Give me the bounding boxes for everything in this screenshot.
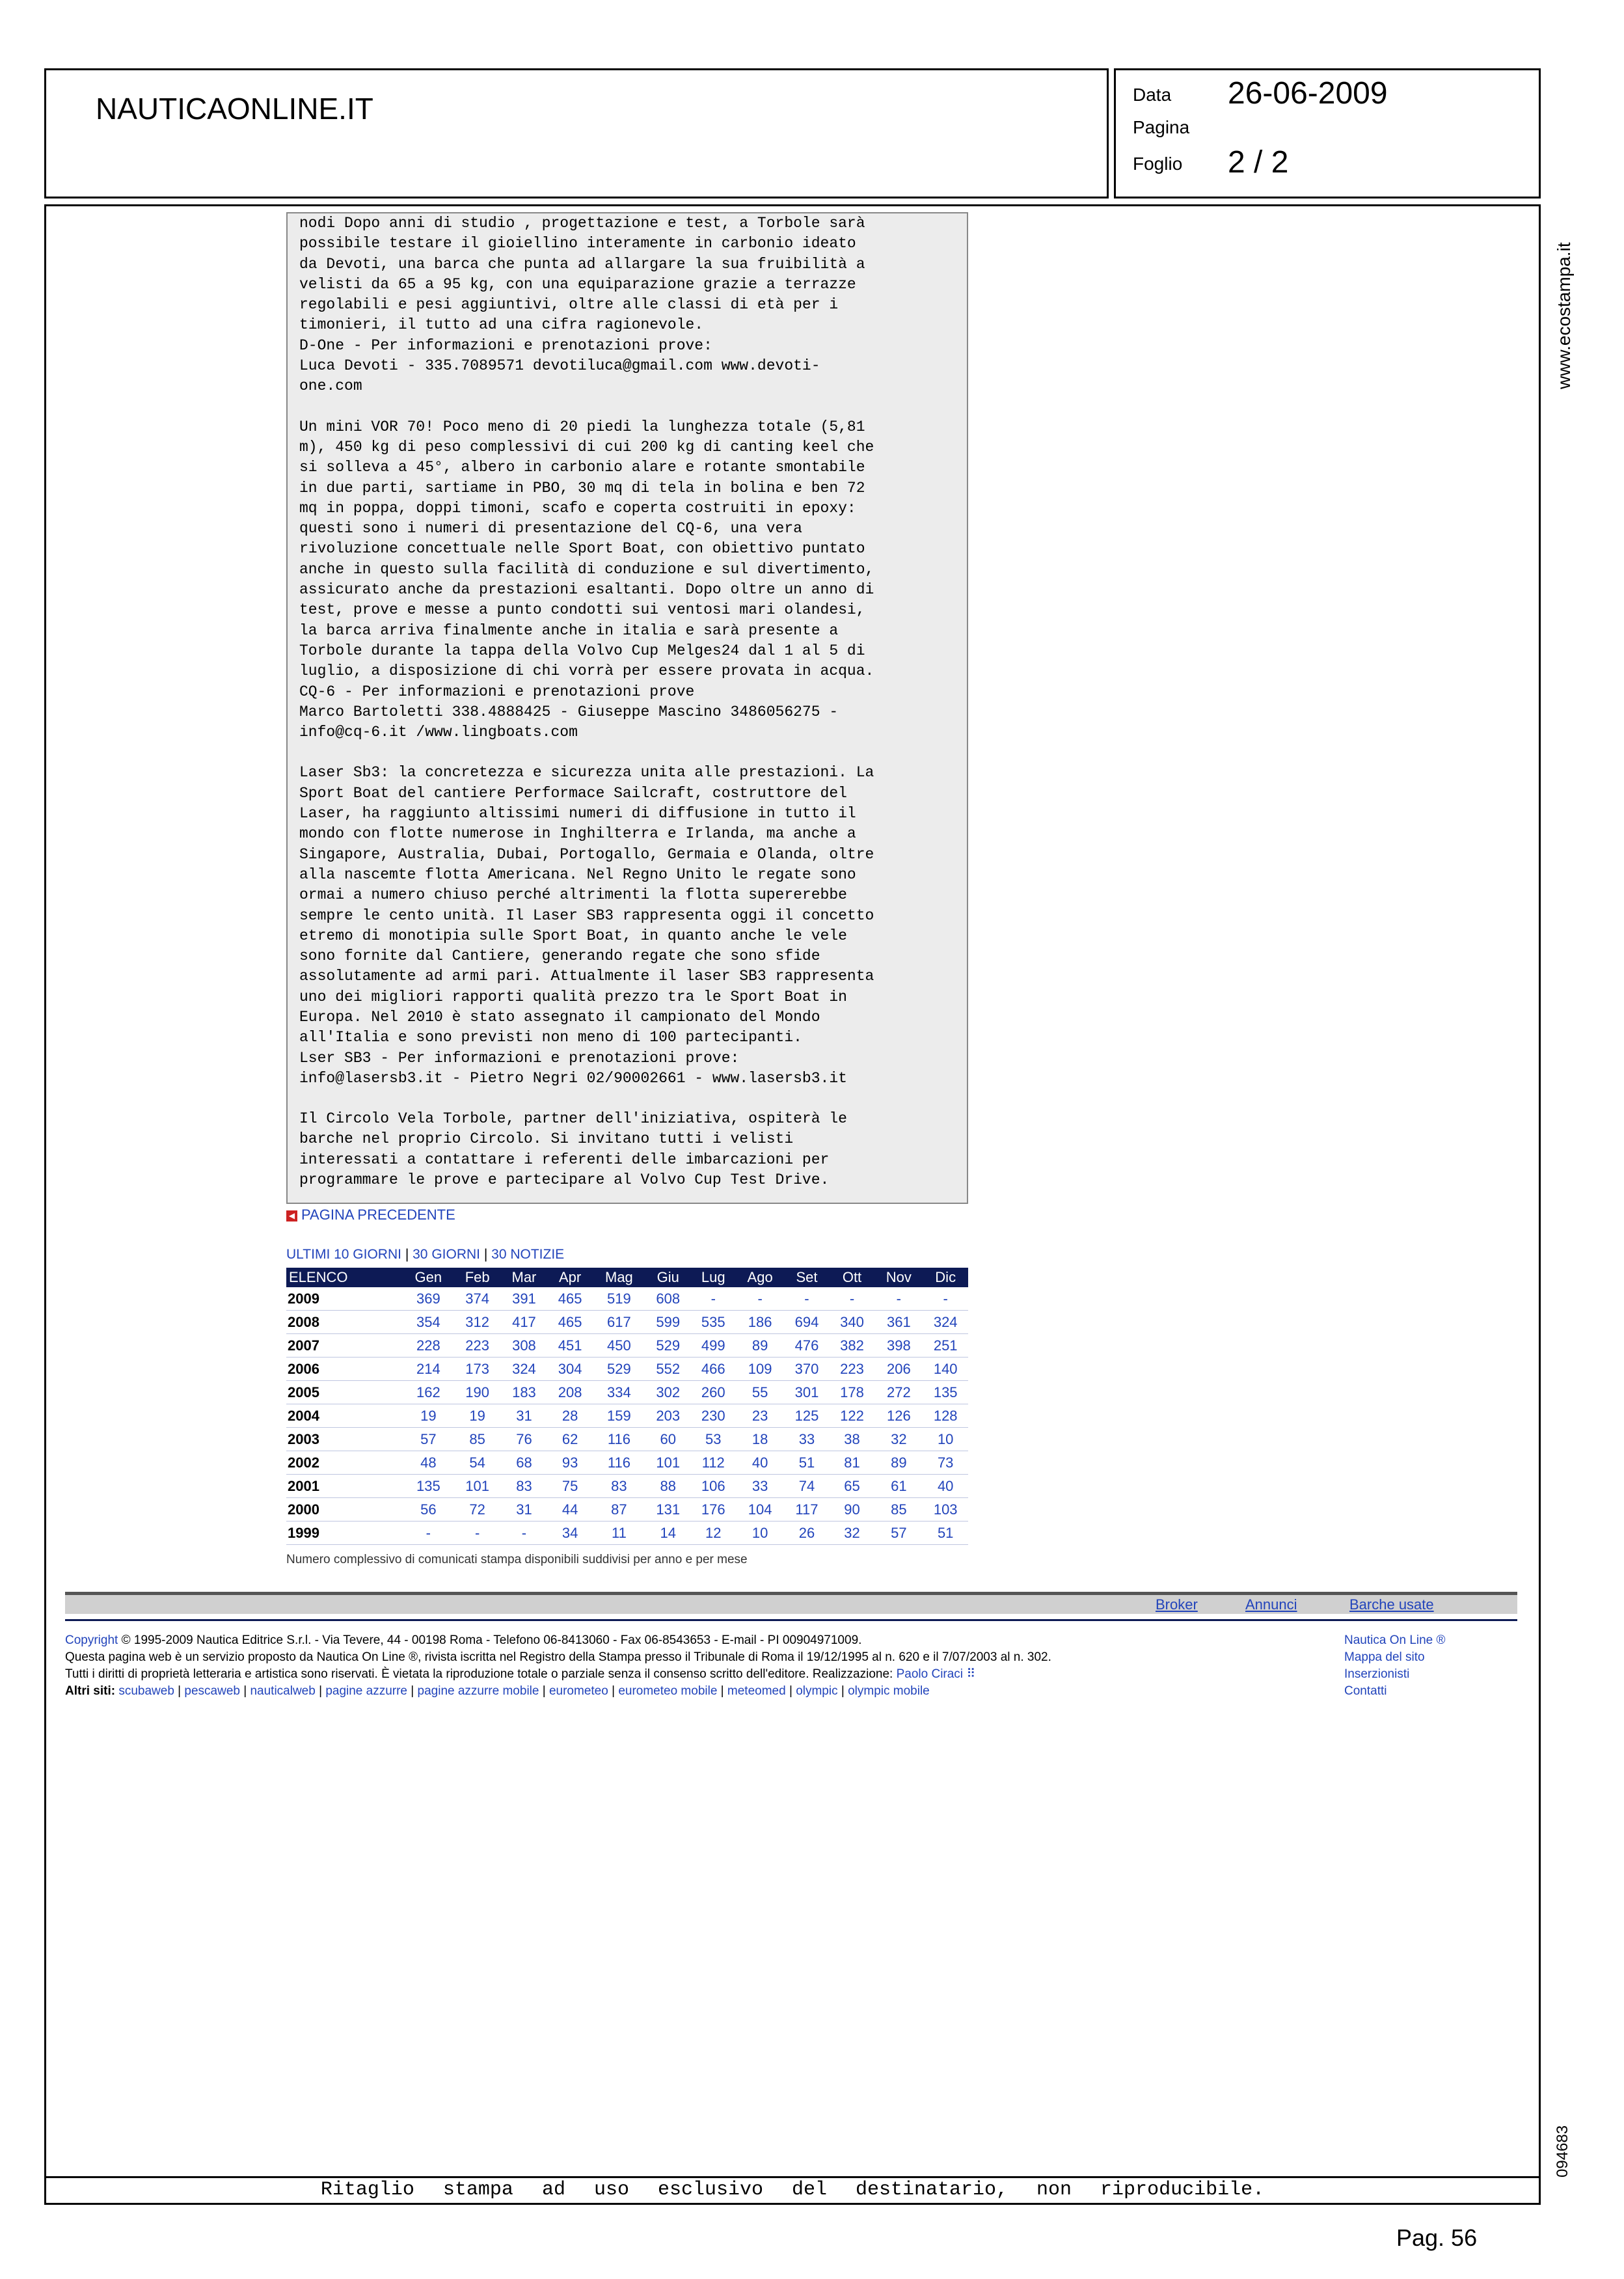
stats-cell[interactable]: 301 [784, 1381, 830, 1404]
other-site-link[interactable]: eurometeo [548, 1684, 608, 1698]
stats-cell[interactable]: 308 [501, 1334, 548, 1358]
stats-cell[interactable]: 128 [923, 1404, 968, 1428]
stats-cell[interactable]: 374 [454, 1287, 501, 1311]
stats-cell[interactable]: 34 [547, 1522, 593, 1545]
stats-cell[interactable]: 417 [501, 1311, 548, 1334]
article-paragraph: Il Circolo Vela Torbole, partner dell'iniziativa, ospiterà le barche nel proprio Circolo. Si invitano tutti i velisti interessati a contattare i referenti delle imbarcazioni per programmare le prove e partecipare al Volvo Cup Test Drive. [299, 1110, 847, 1189]
stats-cell[interactable]: 57 [874, 1522, 923, 1545]
stats-cell[interactable]: 51 [923, 1522, 968, 1545]
link-inserzionisti[interactable]: Inserzionisti [1344, 1667, 1410, 1681]
stats-cell[interactable]: 31 [501, 1498, 548, 1522]
table-row [286, 1522, 968, 1545]
registration-line: Questa pagina web è un servizio proposto da Nautica On Line ®, rivista iscritta nel Registro della Stampa presso il Tribunale di Roma il 19/12/1995 al n. 620 e il 7/07/2003 al n. 302. [65, 1650, 1051, 1664]
stats-cell[interactable]: 83 [593, 1475, 645, 1498]
stats-cell[interactable]: 33 [784, 1428, 830, 1451]
stats-cell[interactable]: 312 [454, 1311, 501, 1334]
stats-cell[interactable]: 208 [547, 1381, 593, 1404]
link-nautica-online[interactable]: Nautica On Line ® [1344, 1633, 1446, 1647]
side-site-label [1552, 221, 1578, 390]
meta-box [1114, 68, 1541, 198]
stats-cell[interactable]: 61 [874, 1475, 923, 1498]
right-links [1344, 1632, 1446, 1700]
other-site-link[interactable]: pescaweb [184, 1684, 240, 1698]
stats-cell[interactable]: 38 [830, 1428, 875, 1451]
stats-cell[interactable]: 83 [501, 1475, 548, 1498]
stats-cell[interactable]: 206 [874, 1358, 923, 1381]
stats-cell[interactable]: 32 [830, 1522, 875, 1545]
stats-cell[interactable]: 361 [874, 1311, 923, 1334]
link-annunci[interactable]: Annunci [1245, 1596, 1297, 1613]
stats-cell[interactable]: 23 [736, 1404, 784, 1428]
stats-year: 2003 [286, 1428, 403, 1451]
stats-header-month: Mag [593, 1268, 645, 1287]
table-row [286, 1287, 968, 1311]
stats-cell[interactable]: 11 [593, 1522, 645, 1545]
footer-note: Ritaglio stampa ad uso esclusivo del destinatario, non riproducibile. [320, 2179, 1265, 2201]
stats-cell[interactable]: 65 [830, 1475, 875, 1498]
stats-cell: - [454, 1522, 501, 1545]
separator: | [785, 1684, 796, 1698]
other-site-link[interactable]: nauticalweb [250, 1684, 316, 1698]
stats-cell[interactable]: 89 [874, 1451, 923, 1475]
stats-cell[interactable]: 370 [784, 1358, 830, 1381]
article-paragraph: Laser Sb3: la concretezza e sicurezza unita alle prestazioni. La Sport Boat del cantiere Performace Sailcraft, costruttore del Laser, ha raggiunto altissimi numeri di diffusione in tutto il mondo con flotte numerose in Inghilterra e Irlanda, ma anche a Singapore, Australia, Dubai, Portogallo, Germaia e Olanda, oltre alla nascemte flotta Americana. Nel Regno Unito le regate sono ormai a numero chiuso perché altrimenti la flotta supererebbe sempre le cento unità. Il Laser SB3 rappresenta oggi il concetto etremo di monotipia sulle Sport Boat, in quanto anche le vele sono fornite dal Cantiere, generando regate che sono sfide assolutamente ad armi pari. Attualmente il laser SB3 rappresenta uno dei migliori rapporti qualità prezzo tra le Sport Boat in Europa. Nel 2010 è stato assegnato il campionato del Mondo all'Italia e sono previsti non meno di 100 partecipanti. Lser SB3 - Per informazioni e prenotazioni prove: info@lasersb3.it - Pietro Negri 02/90002661 - www.lasersb3.it [299, 764, 874, 1087]
stats-cell[interactable]: 56 [403, 1498, 454, 1522]
separator: | [315, 1684, 326, 1698]
other-site-link[interactable]: pagine azzurre mobile [417, 1684, 539, 1698]
foglio-label: Foglio [1133, 154, 1183, 174]
stats-header-month: Feb [454, 1268, 501, 1287]
stats-header-month: Mar [501, 1268, 548, 1287]
stats-cell[interactable]: 28 [547, 1404, 593, 1428]
separator: | [405, 1247, 413, 1262]
table-row [286, 1428, 968, 1451]
stats-cell[interactable]: 19 [454, 1404, 501, 1428]
stats-cell[interactable]: 354 [403, 1311, 454, 1334]
stats-cell[interactable]: 88 [645, 1475, 691, 1498]
stats-cell[interactable]: 104 [736, 1498, 784, 1522]
stats-cell[interactable]: 12 [690, 1522, 736, 1545]
stats-cell[interactable]: 101 [645, 1451, 691, 1475]
copyright-text: © 1995-2009 Nautica Editrice S.r.l. - Via Tevere, 44 - 00198 Roma - Telefono 06-8413060 - Fax 06-8543653 - E-mail - PI 00904971009. [118, 1633, 862, 1647]
stats-cell[interactable]: 230 [690, 1404, 736, 1428]
stats-cell[interactable]: 10 [923, 1428, 968, 1451]
stats-header-month: Ott [830, 1268, 875, 1287]
link-30-days[interactable]: 30 GIORNI [413, 1247, 480, 1262]
footer-rule [65, 1619, 1517, 1621]
stats-cell[interactable]: 116 [593, 1428, 645, 1451]
stats-cell[interactable]: 203 [645, 1404, 691, 1428]
stats-cell[interactable]: 228 [403, 1334, 454, 1358]
stats-year: 2005 [286, 1381, 403, 1404]
stats-cell[interactable]: 74 [784, 1475, 830, 1498]
prev-page-label: PAGINA PRECEDENTE [301, 1207, 455, 1223]
link-broker[interactable]: Broker [1156, 1596, 1198, 1613]
separator: | [239, 1684, 250, 1698]
separator: | [174, 1684, 185, 1698]
stats-header-elenco: ELENCO [286, 1268, 403, 1287]
stats-cell[interactable]: 51 [784, 1451, 830, 1475]
stats-table [286, 1268, 968, 1545]
stats-cell[interactable]: 159 [593, 1404, 645, 1428]
stats-header-month: Gen [403, 1268, 454, 1287]
link-barche-usate[interactable]: Barche usate [1349, 1596, 1434, 1613]
stats-cell[interactable]: 272 [874, 1381, 923, 1404]
author-link[interactable]: Paolo Ciraci [896, 1667, 964, 1681]
stats-cell[interactable]: 101 [454, 1475, 501, 1498]
separator: | [608, 1684, 619, 1698]
table-row [286, 1334, 968, 1358]
separator: | [407, 1684, 418, 1698]
stats-cell[interactable]: 391 [501, 1287, 548, 1311]
link-30-news[interactable]: 30 NOTIZIE [491, 1247, 565, 1262]
stats-year: 1999 [286, 1522, 403, 1545]
stats-header-month: Nov [874, 1268, 923, 1287]
other-site-link[interactable]: pagine azzurre [325, 1684, 408, 1698]
copyright-link[interactable]: Copyright [65, 1633, 118, 1647]
stats-cell[interactable]: 162 [403, 1381, 454, 1404]
stats-cell[interactable]: 186 [736, 1311, 784, 1334]
side-site-text: www.ecostampa.it [1554, 242, 1574, 389]
other-site-link[interactable]: eurometeo mobile [618, 1684, 718, 1698]
stats-cell[interactable]: 519 [593, 1287, 645, 1311]
stats-cell[interactable]: 62 [547, 1428, 593, 1451]
copyright-line [65, 1632, 1334, 1649]
stats-cell[interactable]: 109 [736, 1358, 784, 1381]
stats-cell[interactable]: 251 [923, 1334, 968, 1358]
rights-line [65, 1666, 1334, 1683]
stats-cell[interactable]: 93 [547, 1451, 593, 1475]
stats-cell[interactable]: 466 [690, 1358, 736, 1381]
stats-cell[interactable]: 183 [501, 1381, 548, 1404]
stats-year: 2008 [286, 1311, 403, 1334]
table-row [286, 1498, 968, 1522]
article-body [286, 212, 968, 1204]
footer-nav-bar [65, 1592, 1517, 1614]
stats-cell[interactable]: 81 [830, 1451, 875, 1475]
other-sites-line [65, 1683, 1334, 1700]
stats-cell[interactable]: 33 [736, 1475, 784, 1498]
publication-name: NAUTICAONLINE.IT [96, 92, 373, 126]
stats-cell[interactable]: 140 [923, 1358, 968, 1381]
stats-cell[interactable]: 89 [736, 1334, 784, 1358]
prev-page-link[interactable] [286, 1207, 455, 1223]
stats-cell: - [736, 1287, 784, 1311]
stats-note: Numero complessivo di comunicati stampa disponibili suddivisi per anno e per mese [286, 1553, 748, 1566]
stats-cell[interactable]: 223 [454, 1334, 501, 1358]
stats-cell[interactable]: 398 [874, 1334, 923, 1358]
stats-year: 2007 [286, 1334, 403, 1358]
stats-cell[interactable]: 334 [593, 1381, 645, 1404]
data-label: Data [1133, 85, 1172, 105]
stats-cell[interactable]: 112 [690, 1451, 736, 1475]
stats-cell[interactable]: 48 [403, 1451, 454, 1475]
stats-cell[interactable]: 131 [645, 1498, 691, 1522]
stats-year: 2000 [286, 1498, 403, 1522]
other-sites-label: Altri siti: [65, 1684, 119, 1698]
stats-cell[interactable]: 302 [645, 1381, 691, 1404]
stats-cell[interactable]: 190 [454, 1381, 501, 1404]
stats-cell[interactable]: 75 [547, 1475, 593, 1498]
link-contatti[interactable]: Contatti [1344, 1684, 1387, 1698]
stats-cell[interactable]: 32 [874, 1428, 923, 1451]
stats-cell[interactable]: 304 [547, 1358, 593, 1381]
stats-cell[interactable]: 340 [830, 1311, 875, 1334]
table-row [286, 1311, 968, 1334]
stats-cell[interactable]: 85 [454, 1428, 501, 1451]
stats-cell[interactable]: 382 [830, 1334, 875, 1358]
table-row [286, 1358, 968, 1381]
separator: | [539, 1684, 549, 1698]
stats-cell[interactable]: 40 [923, 1475, 968, 1498]
stats-cell[interactable]: 103 [923, 1498, 968, 1522]
stats-cell[interactable]: 535 [690, 1311, 736, 1334]
other-site-link[interactable]: meteomed [727, 1684, 786, 1698]
link-sitemap[interactable]: Mappa del sito [1344, 1650, 1425, 1664]
stats-cell[interactable]: 53 [690, 1428, 736, 1451]
stats-cell[interactable]: 176 [690, 1498, 736, 1522]
stats-cell: - [690, 1287, 736, 1311]
stats-cell[interactable]: 223 [830, 1358, 875, 1381]
stats-cell[interactable]: 60 [645, 1428, 691, 1451]
pagina-label: Pagina [1133, 117, 1190, 137]
foglio-value: 2 / 2 [1228, 145, 1289, 180]
stats-header-row [286, 1268, 968, 1287]
side-code-label [1552, 2115, 1578, 2187]
stats-cell[interactable]: 55 [736, 1381, 784, 1404]
stats-cell[interactable]: 617 [593, 1311, 645, 1334]
copyright-block [65, 1632, 1334, 1700]
stats-cell[interactable]: 40 [736, 1451, 784, 1475]
stats-cell[interactable]: 135 [403, 1475, 454, 1498]
table-row [286, 1404, 968, 1428]
stats-cell[interactable]: 451 [547, 1334, 593, 1358]
stats-cell[interactable]: 73 [923, 1451, 968, 1475]
stats-cell[interactable]: 90 [830, 1498, 875, 1522]
stats-cell[interactable]: 178 [830, 1381, 875, 1404]
stats-cell[interactable]: 694 [784, 1311, 830, 1334]
stats-cell[interactable]: 117 [784, 1498, 830, 1522]
stats-cell[interactable]: 14 [645, 1522, 691, 1545]
stats-cell[interactable]: 18 [736, 1428, 784, 1451]
stats-header-month: Ago [736, 1268, 784, 1287]
stats-header-month: Lug [690, 1268, 736, 1287]
separator: | [717, 1684, 727, 1698]
stats-cell[interactable]: 260 [690, 1381, 736, 1404]
stats-cell[interactable]: 450 [593, 1334, 645, 1358]
stats-cell[interactable]: 465 [547, 1311, 593, 1334]
rights-text: Tutti i diritti di proprietà letteraria e artistica sono riservati. È vietata la riproduzione totale o parziale senza il consenso scritto dell'editore. Realizzazione: [65, 1667, 897, 1681]
stats-cell[interactable]: 19 [403, 1404, 454, 1428]
arrow-left-icon: ◀ [286, 1210, 297, 1221]
separator: | [483, 1247, 492, 1262]
stats-cell[interactable]: 106 [690, 1475, 736, 1498]
stats-cell: - [784, 1287, 830, 1311]
stats-cell[interactable]: 31 [501, 1404, 548, 1428]
stats-year: 2004 [286, 1404, 403, 1428]
publication-box [44, 68, 1109, 198]
stats-cell[interactable]: 529 [593, 1358, 645, 1381]
stats-cell[interactable]: 465 [547, 1287, 593, 1311]
grid-icon: ⠿ [966, 1667, 976, 1681]
stats-cell[interactable]: 44 [547, 1498, 593, 1522]
stats-cell[interactable]: 476 [784, 1334, 830, 1358]
stats-cell: - [830, 1287, 875, 1311]
table-row [286, 1475, 968, 1498]
stats-header-month: Set [784, 1268, 830, 1287]
other-site-link[interactable]: olympic [796, 1684, 838, 1698]
stats-cell: - [923, 1287, 968, 1311]
stats-cell[interactable]: 126 [874, 1404, 923, 1428]
side-code-text: 094683 [1554, 2125, 1571, 2177]
stats-cell[interactable]: 324 [501, 1358, 548, 1381]
stats-cell: - [403, 1522, 454, 1545]
stats-cell[interactable]: 87 [593, 1498, 645, 1522]
article-paragraph: Un mini VOR 70! Poco meno di 20 piedi la lunghezza totale (5,81 m), 450 kg di peso complessivi di cui 200 kg di canting keel che si solleva a 45°, albero in carbonio alare e rotante smontabile in due parti, sartiame in PBO, 30 mq di tela in bolina e ben 72 mq in poppa, doppi timoni, scafo e coperta costruiti in epoxy: questi sono i numeri di presentazione del CQ-6, una vera rivoluzione concettuale nelle Sport Boat, con obiettivo puntato anche in questo sulla facilità di conduzione e sul divertimento, assicurato anche da prestazioni esaltanti. Dopo oltre un anno di test, prove e messe a punto condotti sui ventosi mari olandesi, la barca arriva finalmente anche in italia e sarà presente a Torbole durante la tappa della Volvo Cup Melges24 dal 1 al 5 di luglio, a disposizione di chi vorrà per essere provata in acqua. CQ-6 - Per informazioni e prenotazioni prove Marco Bartoletti 338.4888425 - Giuseppe Mascino 3486056275 - info@cq-6.it /www.lingboats.com [299, 418, 874, 741]
other-site-link[interactable]: olympic mobile [848, 1684, 930, 1698]
stats-year: 2002 [286, 1451, 403, 1475]
stats-year: 2001 [286, 1475, 403, 1498]
stats-cell[interactable]: 173 [454, 1358, 501, 1381]
data-value: 26-06-2009 [1228, 76, 1388, 111]
stats-cell[interactable]: 26 [784, 1522, 830, 1545]
stats-cell[interactable]: 529 [645, 1334, 691, 1358]
link-last-10-days[interactable]: ULTIMI 10 GIORNI [286, 1247, 401, 1262]
stats-cell[interactable]: 214 [403, 1358, 454, 1381]
stats-cell[interactable]: 10 [736, 1522, 784, 1545]
stats-cell[interactable]: 54 [454, 1451, 501, 1475]
stats-nav [286, 1247, 564, 1262]
stats-cell[interactable]: 125 [784, 1404, 830, 1428]
stats-header [286, 1268, 968, 1287]
stats-cell[interactable]: 135 [923, 1381, 968, 1404]
stats-cell[interactable]: 85 [874, 1498, 923, 1522]
stats-cell: - [501, 1522, 548, 1545]
stats-cell[interactable]: 369 [403, 1287, 454, 1311]
stats-cell[interactable]: 57 [403, 1428, 454, 1451]
stats-year: 2009 [286, 1287, 403, 1311]
stats-header-month: Dic [923, 1268, 968, 1287]
stats-cell[interactable]: 608 [645, 1287, 691, 1311]
stats-cell[interactable]: 599 [645, 1311, 691, 1334]
table-row [286, 1381, 968, 1404]
stats-cell[interactable]: 72 [454, 1498, 501, 1522]
article-paragraph: nodi Dopo anni di studio , progettazione e test, a Torbole sarà possibile testare il gioiellino interamente in carbonio ideato da Devoti, una barca che punta ad allargare la sua fruibilità a velisti da 65 a 95 kg, con una equiparazione grazie a terrazze regolabili e pesi aggiuntivi, oltre alle classi di età per i timonieri, il tutto ad una cifra ragionevole. D-One - Per informazioni e prenotazioni prove: Luca Devoti - 335.7089571 devotiluca@gmail.com www.devoti- one.com [299, 215, 865, 395]
page-number: Pag. 56 [1396, 2224, 1478, 2251]
stats-body [286, 1287, 968, 1545]
table-row [286, 1451, 968, 1475]
stats-cell[interactable]: 499 [690, 1334, 736, 1358]
stats-cell[interactable]: 324 [923, 1311, 968, 1334]
stats-year: 2006 [286, 1358, 403, 1381]
stats-cell: - [874, 1287, 923, 1311]
stats-cell[interactable]: 122 [830, 1404, 875, 1428]
stats-header-month: Giu [645, 1268, 691, 1287]
separator: | [837, 1684, 848, 1698]
stats-cell[interactable]: 76 [501, 1428, 548, 1451]
stats-cell[interactable]: 116 [593, 1451, 645, 1475]
stats-cell[interactable]: 68 [501, 1451, 548, 1475]
stats-cell[interactable]: 552 [645, 1358, 691, 1381]
stats-header-month: Apr [547, 1268, 593, 1287]
other-site-link[interactable]: scubaweb [118, 1684, 174, 1698]
